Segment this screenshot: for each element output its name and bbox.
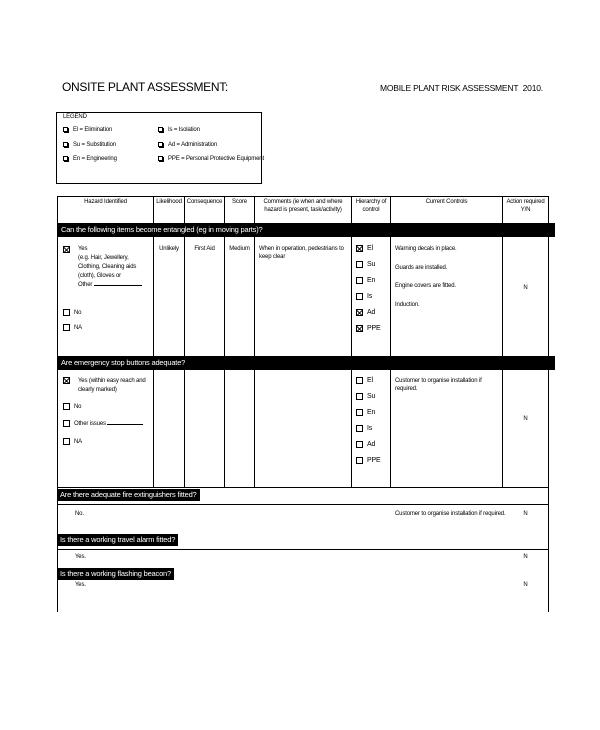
checkbox-icon[interactable] [356,457,363,464]
checkbox-checked-icon[interactable] [356,309,363,316]
column-divider [224,196,225,487]
section1-controls [395,246,500,309]
section1-consequence: First Aid [194,246,215,252]
checkbox-icon [158,142,163,147]
column-header-likelihood: Likelihood [156,199,182,205]
row-divider [57,487,549,488]
option-other [78,281,151,290]
legend-heading: LEGEND [63,114,87,120]
section3-answer: No. [75,511,84,517]
option-other-label: Other [78,282,93,289]
section2-options [63,377,151,446]
section1-comments: When in operation, pedestrians to keep clear [259,246,344,260]
column-header-comments: Comments (ie when and where hazard is present, task/activity) [263,199,343,213]
hierarchy-ppe: PPE [367,457,381,464]
column-header-action: Action required Y/N [506,199,545,213]
control-item: Induction. [395,301,420,308]
section1-hierarchy [356,244,380,340]
other-blank-line[interactable] [94,285,142,286]
hierarchy-ad: Ad [367,441,376,448]
option-na-label: NA [74,438,83,445]
subtitle-year: 2010. [522,83,543,93]
column-header-hierarchy: Hierarchy of control [355,199,387,213]
row-divider [57,504,549,505]
hierarchy-is: Is [367,293,373,300]
checkbox-checked-icon[interactable] [63,377,70,384]
column-header-score: Score [232,199,247,205]
checkbox-icon[interactable] [356,261,363,268]
hierarchy-en: En [367,409,376,416]
checkbox-icon[interactable] [63,403,70,410]
column-header-hazard: Hazard Identified [84,199,127,205]
section-question-entangled: Can the following items become entangled (eg in moving parts)? [57,223,555,237]
hierarchy-ppe: PPE [367,325,381,332]
section-question-fire-extinguishers: Are there adequate fire extinguishers fitted? [57,489,200,501]
column-divider [153,196,154,487]
hierarchy-el: El [367,377,373,384]
option-yes-label: Yes (within easy reach and clearly marked) [78,378,146,394]
option-yes-detail: (e.g. Hair, Jewellery, Clothing, Cleaning aids (cloth), Gloves or [78,254,137,280]
section2-action: N [523,416,528,422]
section1-options [63,246,151,333]
checkbox-icon[interactable] [356,393,363,400]
section-question-emergency-stop: Are emergency stop buttons adequate? [57,356,555,370]
legend-item: Su = Substitution [73,141,116,148]
hierarchy-el: El [367,245,373,252]
checkbox-icon[interactable] [63,324,70,331]
option-na-label: NA [74,325,83,332]
hierarchy-su: Su [367,393,376,400]
hierarchy-su: Su [367,261,376,268]
column-divider [254,196,255,487]
legend-item: El = Elimination [73,127,113,134]
option-other-issues-label: Other issues [74,421,106,428]
subtitle-text: MOBILE PLANT RISK ASSESSMENT [380,83,519,93]
document-subtitle [380,83,543,93]
legend-item: PPE = Personal Protective Equipment [168,156,264,163]
checkbox-checked-icon[interactable] [356,325,363,332]
table-top-border [57,196,549,197]
checkbox-icon[interactable] [356,377,363,384]
checkbox-icon [63,127,68,132]
control-item: Guards are installed. [395,264,448,271]
section1-likelihood: Unlikely [159,246,179,252]
column-header-consequence: Consequence [186,199,223,205]
section1-action: N [523,285,528,291]
section2-controls: Customer to organise installation if required. [395,378,482,392]
legend-item: Is = Isolation [168,127,200,134]
column-divider [351,196,352,487]
option-no-label: No [74,309,82,316]
legend-right-column [158,127,264,164]
column-divider [502,196,503,487]
section2-hierarchy [356,376,380,472]
checkbox-icon[interactable] [356,293,363,300]
checkbox-icon[interactable] [63,438,70,445]
page-title: ONSITE PLANT ASSESSMENT: [62,80,228,94]
section-question-flashing-beacon: Is there a working flashing beacon? [57,568,174,580]
checkbox-icon[interactable] [356,277,363,284]
checkbox-icon[interactable] [356,409,363,416]
control-item: Warning decals in place. [395,246,457,252]
column-divider [390,196,391,487]
checkbox-icon[interactable] [63,309,70,316]
other-issues-blank-line[interactable] [107,424,143,425]
option-no-label: No [74,403,82,410]
section4-action: N [523,554,528,560]
section3-action: N [523,511,528,517]
checkbox-checked-icon[interactable] [63,246,70,253]
checkbox-icon [158,156,163,161]
hierarchy-en: En [367,277,376,284]
legend-item: En = Engineering [73,156,117,163]
section1-score: Medium [229,246,250,252]
column-header-controls: Current Controls [425,199,468,205]
checkbox-icon [63,156,68,161]
checkbox-checked-icon[interactable] [356,245,363,252]
checkbox-icon [63,142,68,147]
control-item: Engine covers are fitted. [395,283,456,289]
hierarchy-ad: Ad [367,309,376,316]
legend-item: Ad = Administration [168,141,218,148]
section5-action: N [523,582,528,588]
section5-answer: Yes. [75,582,86,588]
option-yes-label: Yes [78,246,88,252]
section-question-travel-alarm: Is there a working travel alarm fitted? [57,534,178,546]
row-divider [57,549,549,550]
checkbox-icon[interactable] [63,420,70,427]
column-divider [184,196,185,487]
checkbox-icon[interactable] [356,425,363,432]
section4-answer: Yes. [75,554,86,560]
legend-left-column [63,127,117,164]
section3-controls: Customer to organise installation if required. [395,511,506,517]
checkbox-icon [158,127,163,132]
hierarchy-is: Is [367,425,373,432]
checkbox-icon[interactable] [356,441,363,448]
